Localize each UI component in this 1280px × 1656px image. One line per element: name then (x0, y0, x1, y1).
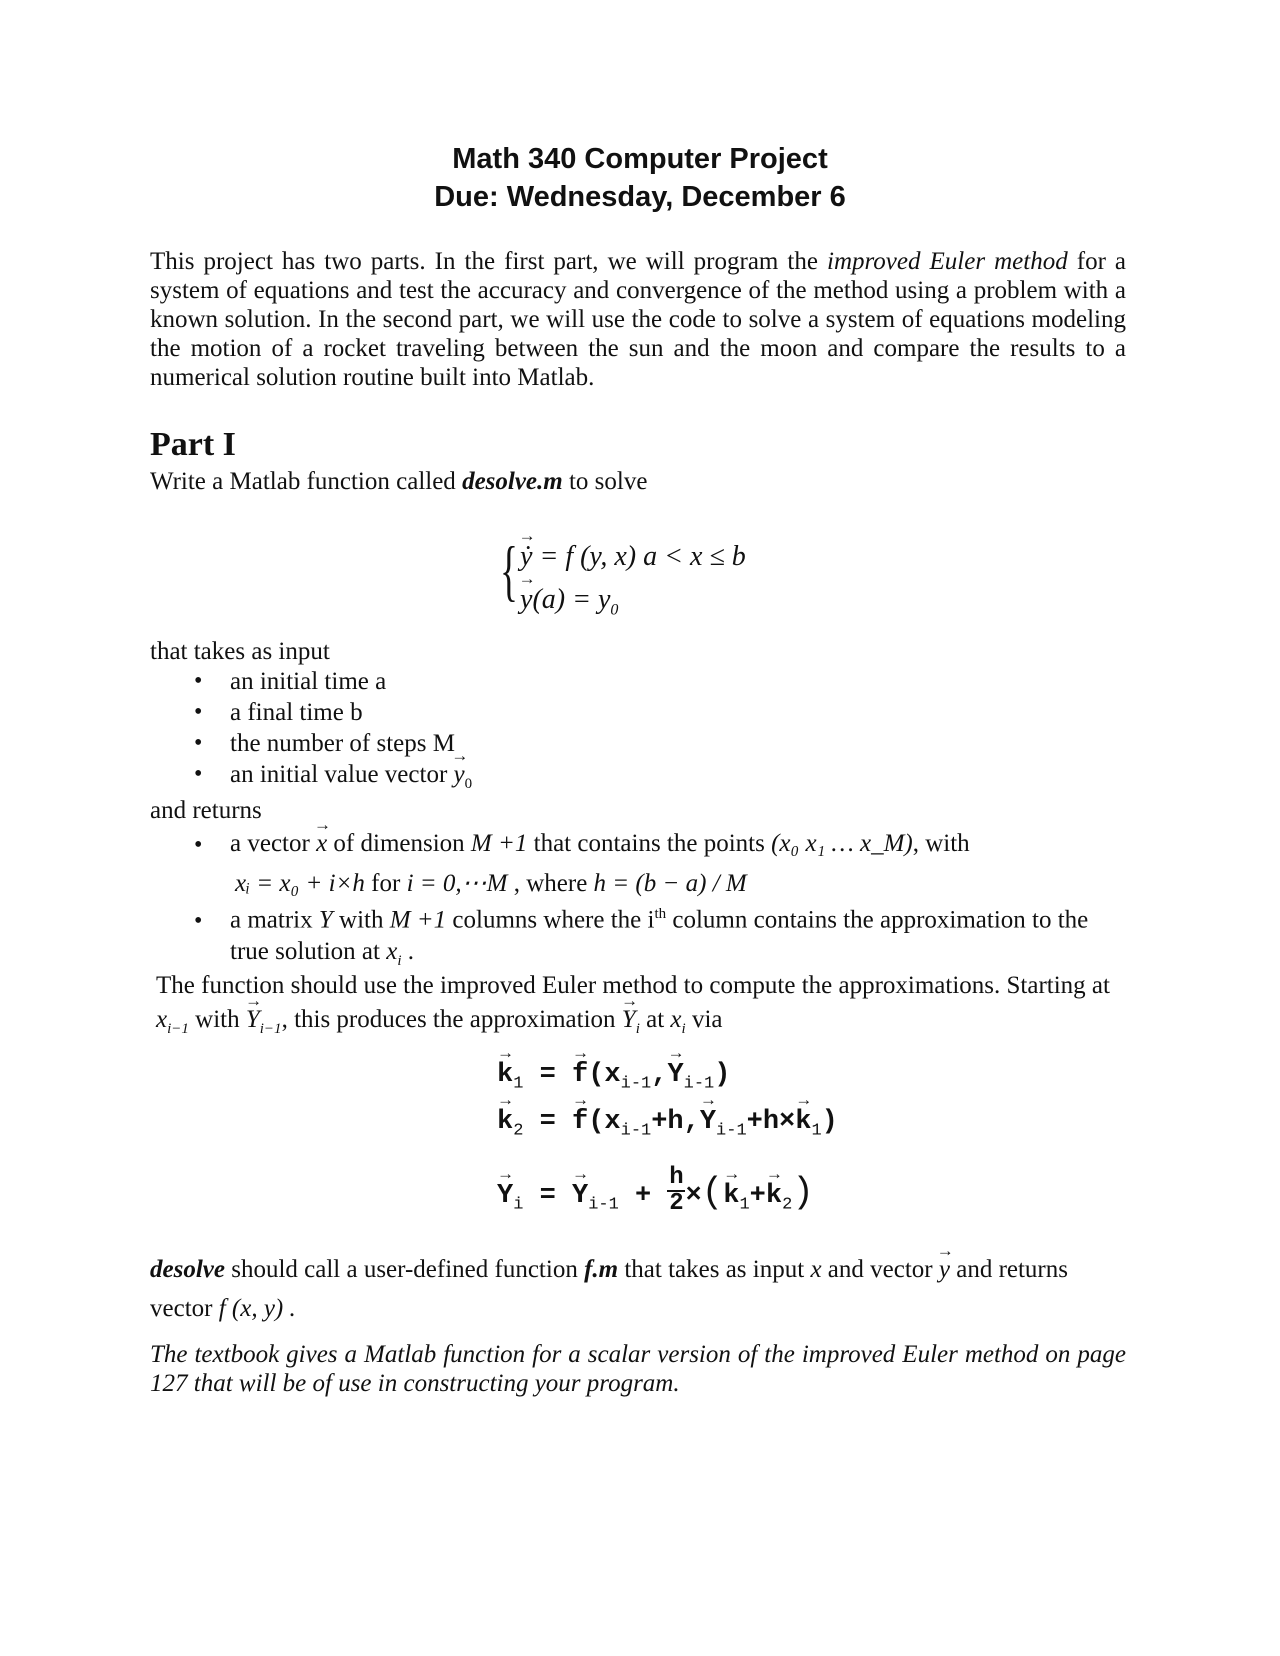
list-item: the number of steps M (230, 730, 455, 757)
k1-formula: → $k_1$ = → $f(x_{i-1},\to Y_{i-1})$ (497, 1060, 730, 1093)
write-function-line: Write a Matlab function called desolve.m to solve (150, 468, 648, 495)
list-item: a final time b (230, 699, 363, 726)
yi-formula: → $Y_i$ = → $Y_{i-1} + h$ $2\times(\to k_1+\to k_2)$ (497, 1170, 814, 1220)
takes-input-label: that takes as input (150, 638, 330, 665)
document-page: Math 340 Computer Project Due: Wednesday, December 6 This project has two parts. In the first part, we will program the improved Euler method for a system of equations and test the accuracy and convergence of the method using a problem with a known solution. In the second part, we will use the code to solve a system of equations modeling the motion of a rocket traveling between the sun and the moon and compare the results to a numerical solution routine built into Matlab. Part I Write a Matlab function called desolve.m to solve { → ẏ = f (y, x) a < x ≤ b → $y(a) = y_0$ that takes as input • an initial time a • a final time b • the number of steps M • an initial value vector → $y_0$ and returns • a vector → x of dimension M +1 that contains the points (x₀ x₁ … x_M), with xᵢ = x₀ + i×h for i = 0,⋯M , where h = (b − a) / M • a matrix Y with M +1 columns where the $i^{th}$ column contains the approximation to the true solution at $x_i$ . The function should use the improved Euler method to compute the approximations. Starting at $x_{i-1}$ with → $Y_{i-1}$, this produces the approximation → $Y_i$ at $x_i$ via → $k_1$ = → $f(x_{i-1},\to Y_{i-1})$ → $k_2$ = → $f(x_{i-1}+h,\to Y_{i-1}+h\times\to k_1)$ → $Y_i$ = → $Y_{i-1} + h$ $2\times(\to k_1+\to k_2)$ desolve should call a user-defined function f.m that takes as input x and vector → y and returns vector f (x, y) . The textbook gives a Matlab function for a scalar version of the improved Euler method on page 127 that will be of use in constructing your program. (0, 0, 1280, 1656)
left-brace: { (500, 532, 518, 608)
list-item: an initial value vector → $y_0$ (230, 761, 472, 793)
desolve-description-line1: desolve should call a user-defined function f.m that takes as input x and vector → y and returns (150, 1256, 1068, 1284)
page-subtitle-due-date: Due: Wednesday, December 6 (434, 181, 846, 213)
method-description-line1: The function should use the improved Euler method to compute the approximations. Starting at (156, 972, 1110, 999)
initial-condition: → $y(a) = y_0$ (520, 584, 618, 620)
function-name: desolve.m (462, 468, 563, 495)
page-title: Math 340 Computer Project (452, 143, 828, 175)
list-item: an initial time a (230, 668, 387, 695)
desolve-description-line2: vector f (x, y) . (150, 1295, 296, 1322)
and-returns-label: and returns (150, 797, 262, 824)
list-item-continuation: xᵢ = x₀ + i×h for i = 0,⋯M , where h = (b − a) / M (235, 870, 747, 897)
part-one-heading: Part I (150, 426, 236, 463)
ode-equation: → ẏ = f (y, x) a < x ≤ b (520, 541, 746, 573)
intro-paragraph: This project has two parts. In the first part, we will program the improved Euler method for a system of equations and test the accuracy and convergence of the method using a problem with a known solution. In the second part, we will use the code to solve a system of equations modeling the motion of a rocket traveling between the sun and the moon and compare the results to a numerical solution routine built into Matlab. (150, 248, 1127, 391)
textbook-note: The textbook gives a Matlab function for a scalar version of the improved Euler method on page 127 that will be of use in constructing your program. (150, 1341, 1126, 1397)
method-description-line2: $x_{i-1}$ with → $Y_{i-1}$, this produces the approximation → $Y_i$ at $x_i$ via (156, 1006, 722, 1038)
k2-formula: → $k_2$ = → $f(x_{i-1}+h,\to Y_{i-1}+h\times\to k_1)$ (497, 1107, 838, 1140)
list-item-continuation: true solution at $x_i$ . (230, 938, 415, 969)
list-item: a matrix Y with M +1 columns where the $i^{th}$ column contains the approximation to the (230, 906, 1089, 934)
improved-euler-method-term: improved Euler method (827, 248, 1068, 275)
list-item: a vector → x of dimension M +1 that contains the points (x₀ x₁ … x_M), with (230, 830, 970, 858)
